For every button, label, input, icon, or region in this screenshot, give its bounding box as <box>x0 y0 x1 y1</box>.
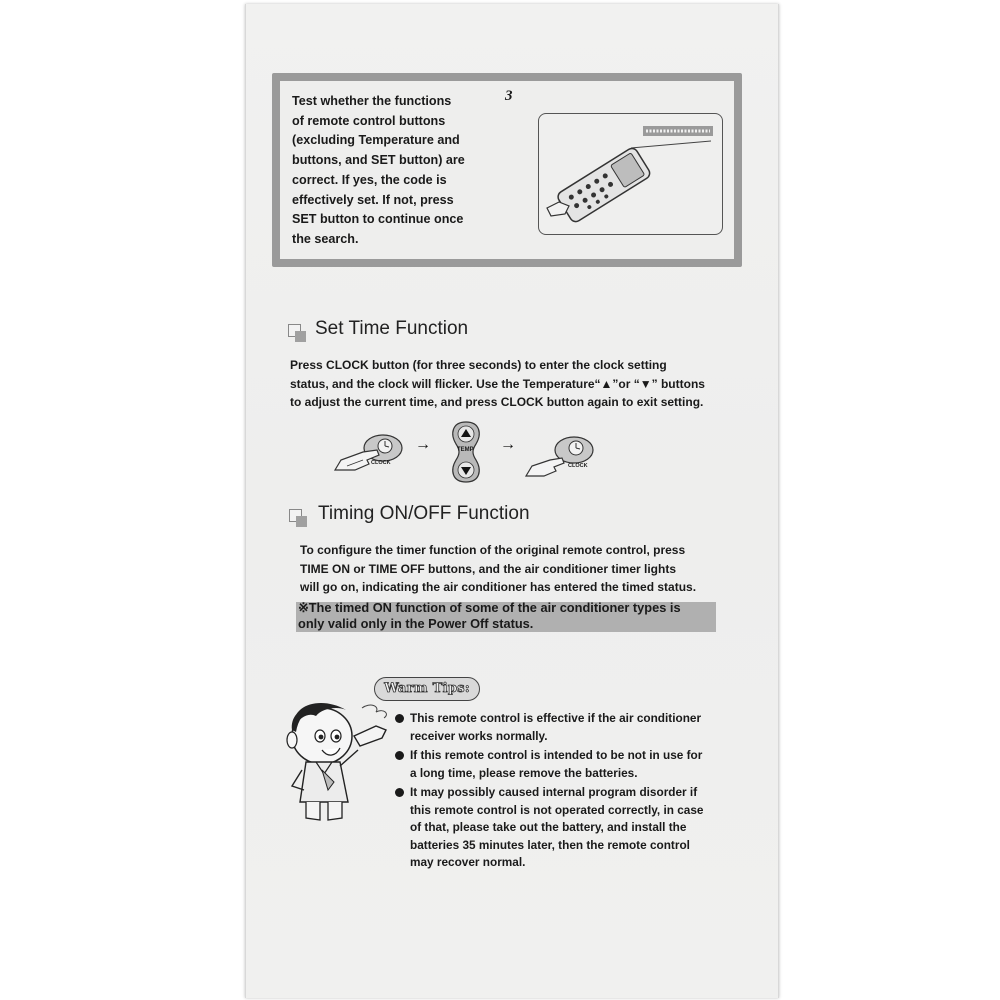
timing-note-line: only valid only in the Power Off status. <box>298 616 534 631</box>
bullet-icon <box>395 751 404 760</box>
tip-line: batteries 35 minutes later, then the remote control <box>410 837 690 852</box>
tip-line: It may possibly caused internal program disorder if <box>410 785 698 799</box>
set-time-line: to adjust the current time, and press CLOCK button again to exit setting. <box>290 395 704 409</box>
step-3-line: buttons, and SET button) are <box>292 153 465 168</box>
step-3-text <box>292 92 512 250</box>
set-time-text <box>290 356 740 412</box>
temp-button-illustration <box>446 420 486 484</box>
step-3-line: Test whether the functions <box>292 94 452 108</box>
section-bullet-icon <box>289 509 307 527</box>
timing-line: will go on, indicating the air conditioner has entered the timed status. <box>300 580 697 594</box>
step-3-line: of remote control buttons <box>292 113 446 128</box>
timing-note <box>298 600 718 632</box>
section-bullet-icon <box>288 324 306 342</box>
tip-item <box>395 747 725 782</box>
tip-line: this remote control is not operated correctly, in case <box>410 802 704 817</box>
timing-line: TIME ON or TIME OFF buttons, and the air conditioner timer lights <box>300 561 677 576</box>
clock-label: CLOCK <box>371 460 391 466</box>
cartoon-boy-illustration <box>276 690 394 824</box>
warm-tips-list <box>395 710 725 874</box>
tip-line: receiver works normally. <box>410 728 548 743</box>
tip-item <box>395 784 725 872</box>
timing-line: To configure the timer function of the original remote control, press <box>300 543 686 557</box>
remote-pointing-illustration <box>538 113 723 235</box>
tip-item <box>395 710 725 745</box>
tip-line: This remote control is effective if the air conditioner <box>410 711 702 725</box>
set-time-title: Set Time Function <box>315 318 469 339</box>
press-clock-illustration <box>333 430 409 476</box>
set-time-line: status, and the clock will flicker. Use the Temperature“▲”or “▼” buttons <box>290 376 705 391</box>
timing-title: Timing ON/OFF Function <box>318 503 530 524</box>
remote-control-icon <box>539 114 721 233</box>
release-clock-illustration <box>524 434 600 480</box>
step-3-line: the search. <box>292 231 359 246</box>
timing-text <box>300 541 730 597</box>
set-time-line: Press CLOCK button (for three seconds) to enter the clock setting <box>290 358 667 372</box>
cartoon-boy-icon <box>276 690 394 824</box>
hand-press-clock-icon <box>333 430 409 476</box>
temp-label: TEMP <box>457 447 474 453</box>
tip-line: If this remote control is intended to be not in use for <box>410 748 703 762</box>
timing-note-line: ※The timed ON function of some of the air conditioner types is <box>298 600 681 615</box>
step-3-line: correct. If yes, the code is <box>292 172 447 187</box>
step-3-line: SET button to continue once <box>292 212 464 227</box>
step-number: 3 <box>505 88 513 104</box>
clock-label: CLOCK <box>568 463 588 469</box>
warm-tips-label: Warm Tips: <box>384 681 470 696</box>
bullet-icon <box>395 714 404 723</box>
tip-line: of that, please take out the battery, and install the <box>410 820 687 834</box>
arrow-icon: → <box>500 436 516 453</box>
tip-line: may recover normal. <box>410 855 526 869</box>
hand-release-clock-icon <box>524 434 600 480</box>
bullet-icon <box>395 788 404 797</box>
tip-line: a long time, please remove the batteries. <box>410 765 638 780</box>
arrow-icon: → <box>415 436 431 453</box>
step-3-line: effectively set. If not, press <box>292 192 454 207</box>
step-3-line: (excluding Temperature and <box>292 133 460 148</box>
